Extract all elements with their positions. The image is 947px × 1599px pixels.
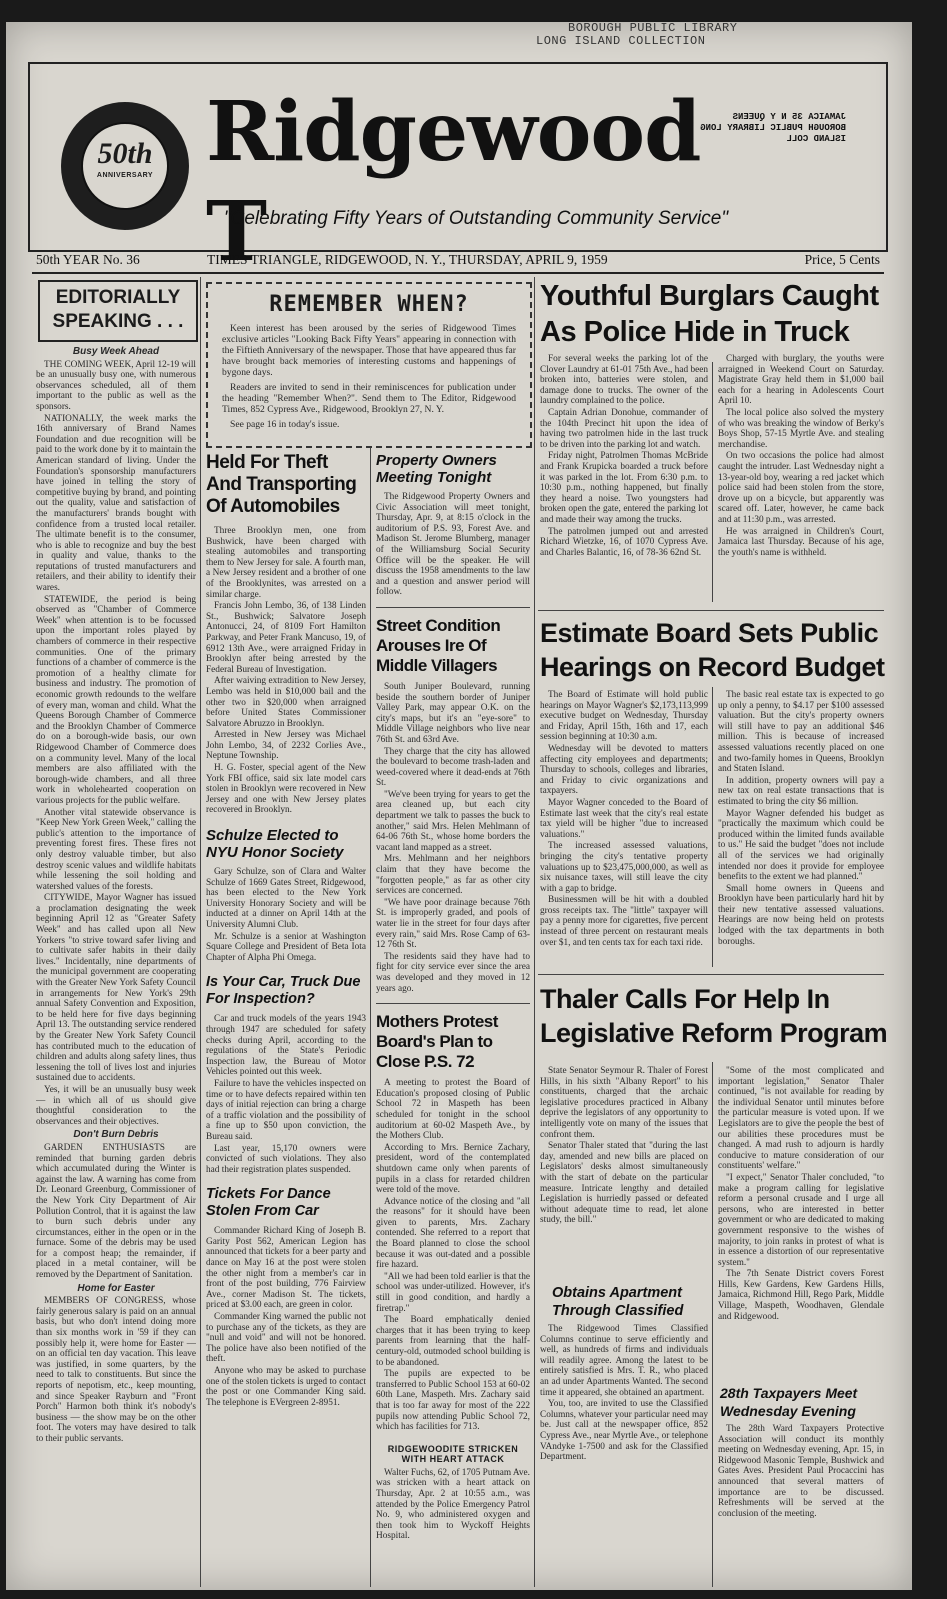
theft-paragraph: Three Brooklyn men, one from Bushwick, have been charged with stealing automobiles and transporting them to New Jersey for sale. A fourth man, a New Jersey resident and a brother of one of the Brooklynites, was arrested on a similar charge.: [206, 526, 366, 600]
burglars-paragraph: He was arraigned in Children's Court, Jamaica last Thursday. Because of his age, the youth's name is withheld.: [718, 526, 884, 558]
folio-line: [32, 250, 884, 274]
editorial-subhead-easter: Home for Easter: [77, 1282, 155, 1294]
burglars-paragraph: The patrolmen jumped out and arrested Richard Wietzke, 16, of 1070 Cypress Ave. and Charles Balantic, 16, of 78-36 62nd St.: [540, 526, 708, 558]
headline-stricken: RIDGEWOODITE STRICKEN WITH HEART ATTACK: [387, 1443, 519, 1464]
mothers-paragraph: The Board emphatically denied charges that it has been trying to keep parents from learning that the half-century-old, outmoded school building is to be abandoned.: [376, 1315, 530, 1368]
story-divider: [376, 1003, 530, 1004]
thaler-paragraph: Senator Thaler stated that "during the last day, amended and new bills are placed on Legislators' desks almost simultaneously with the start of debate on the particular measure. Intricate lengthy and detailed Legislation is hurriedly passed or defeated without adequate time to read, let alone study, the bill.": [540, 1141, 708, 1226]
folio-price: Price, 5 Cents: [804, 252, 880, 267]
stamp-line-2: LONG ISLAND COLLECTION: [536, 34, 706, 48]
headline-apartment: Obtains Apartment Through Classified: [552, 1285, 684, 1319]
editorial-paragraph: GARDEN ENTHUSIASTS are reminded that burning garden debris which accumulated during the Winter is against the law. A warning has come from Dr. Leonard Greenburg, Commissioner of the New York City Department of Air Pollution Control, that it is against the law to burn such debris under any circumstances, either in the open or in the furnace. Some of the debris may be used for a compost heap; the remainder, if placed in a metal container, will be removed by the Department of Sanitation.: [36, 1142, 196, 1281]
burglars-paragraph: The local police also solved the mystery of who was breaking the window of Berky's Boys Shop, 57-15 Myrtle Ave. and stealing merchandise.: [718, 407, 884, 450]
headline-street-condition: Street Condition Arouses Ire Of Middle Villagers: [376, 615, 501, 675]
library-stamp: [536, 22, 776, 48]
mothers-paragraph: "All we had been told earlier is that the school was under-utilized. However, it's still in good condition, and hardly a firetrap.": [376, 1271, 530, 1314]
burglars-paragraph: On two occasions the police had almost caught the intruder. Last Wednesday night a 13-year-old boy, wearing a red jacket which police said had been stolen from the store, drove up on a bicycle, but apparently was scared off. Later, however, he came back and at 11:30 p.m., was arrested.: [718, 451, 884, 525]
street-paragraph: "We have poor drainage because 76th St. is improperly graded, and pools of water lie in the street for four days after every rain," said Mrs. Rose Camp of 63-12 76th St.: [376, 897, 530, 951]
budget-paragraph: Wednesday will be devoted to matters affecting city employees and departments; Thursday to schools, colleges and libraries, and Friday to civic organizations and taxpayers.: [540, 743, 708, 797]
street-paragraph: They charge that the city has allowed the boulevard to become trash-laden and weed-covered where it dead-ends at 76th St.: [376, 746, 530, 789]
theft-paragraph: H. G. Foster, special agent of the New York FBI office, said six late model cars stolen in Brooklyn were recovered in New Jersey and one with New Jersey plates recovered in Brooklyn.: [206, 763, 366, 816]
anniversary-seal: [61, 102, 189, 230]
inspection-paragraph: Failure to have the vehicles inspected on time or to have defects repaired within ten days of initial rejection can bring a charge of a traffic violation and the possibility of a fine up to $50 upon conviction, the Bureau said.: [206, 1078, 366, 1142]
thaler-col-a: [540, 1066, 708, 1266]
burglars-paragraph: For several weeks the parking lot of the Clover Laundry at 61-01 75th Ave., had been broken into, batteries were stolen, and damage done to trucks. The owner of the laundry complained to the police.: [540, 354, 708, 407]
editorial-paragraph: NATIONALLY, the week marks the 16th anniversary of Brand Names Foundation and due recognition will be paid to the work done by it to maintain the American standard of living. Under the Foundation's sponsorship manufacturers have joined in telling the story of competitive buying by brand, and pointing out the quality, value and satisfaction of the manufacturers' brands bought with confidence from a trusted local retailer. The ultimate benefit is to the consumer, who is able to recognize and buy the best in quality and value, thanks to the reputations of trusted manufacturers and retailers, and their ability to identify their wares.: [36, 413, 196, 594]
editorial-box: [38, 280, 198, 342]
mirrored-mailing-label: JAMAICA 35 N Y QUEENS BOROUGH PUBLIC LIBRARY LONG ISLAND COLL: [700, 112, 846, 144]
story-divider: [538, 610, 884, 611]
headline-thaler: Thaler Calls For Help In Legislative Reform Program: [540, 984, 888, 1048]
column-rule: [712, 362, 713, 602]
burglars-paragraph: Friday night, Patrolmen Thomas McBride and Frank Krupicka boarded a truck before it was parked in the lot. From 6:30 p.m. to 10:30 p.m., nothing happened, but finally they heard a noise. Two youngsters had broken open the gate, entered the parking lot and made their way among the trucks.: [540, 451, 708, 525]
remember-when-title: REMEMBER WHEN?: [269, 292, 469, 317]
inspection-paragraph: Last year, 15,170 owners were convicted of such violations. They also had their registration plates suspended.: [206, 1143, 366, 1175]
column-rule: [534, 277, 535, 1587]
story-divider: [538, 974, 884, 975]
editorial-subhead-debris: Don't Burn Debris: [73, 1129, 159, 1141]
remember-paragraph: Keen interest has been aroused by the series of Ridgewood Times exclusive articles "Looking Back Fifty Years" appearing in connection with the Fiftieth Anniversary of the newspaper. Those that have appeared thus far have brought back memories of interesting customs and happenings of bygone days.: [222, 323, 516, 378]
inspection-paragraph: Car and truck models of the years 1943 through 1947 are scheduled for safety checks during April, according to the regulations of the State's Periodic Inspection law, the Bureau of Motor Vehicles pointed out this week.: [206, 1014, 366, 1078]
column-rule: [370, 447, 371, 1587]
budget-paragraph: The basic real estate tax is expected to go up only a penny, to $4.17 per $100 assessed valuation. But the city's property owners will still have to pay an additional $46 million. This is because of increased assessed valuations recently placed on one and two-family homes in Queens, Brooklyn and Staten Island.: [718, 690, 884, 775]
burglars-col-a: [540, 354, 708, 604]
seal-text: ANNIVERSARY: [96, 172, 154, 179]
seal-number: 50th: [97, 137, 153, 170]
schulze-paragraph: Mr. Schulze is a senior at Washington Square College and President of Beta Iota Chapter of Alpha Phi Omega.: [206, 931, 366, 963]
tickets-paragraph: Anyone who may be asked to purchase one of the stolen tickets is urged to contact the post or one Commander King said. The telephone is EVergreen 2-8951.: [206, 1366, 366, 1408]
editorial-paragraph: THE COMING WEEK, April 12-19 will be an unusually busy one, with numerous observances scheduled, all of them important to the public as well as the sponsors.: [36, 359, 196, 412]
masthead-title: Ridgewood T: [206, 84, 701, 280]
mothers-paragraph: A meeting to protest the Board of Education's proposed closing of Public School 72 in Maspeth has been scheduled for tonight in the school auditorium at 60-02 Maspeth Ave., by the Mothers Club.: [376, 1078, 530, 1142]
headline-taxpayers: 28th Taxpayers Meet Wednesday Evening: [720, 1385, 858, 1419]
thaler-paragraph: State Senator Seymour R. Thaler of Forest Hills, in his sixth "Albany Report" to his constituents, charged that the archaic legislative procedures practiced in Albany deprive the legislators of any opportunity to intelligently vote on many of the issues that confront them.: [540, 1066, 708, 1140]
folio-year-issue: 50th YEAR No. 36: [36, 252, 140, 267]
burglars-col-b: [718, 354, 884, 604]
headline-theft: Held For Theft And Transporting Of Automobiles: [206, 452, 357, 517]
column-three: [376, 452, 530, 1584]
mothers-paragraph: The pupils are expected to be transferred to Public School 153 at 60-02 60th Lane, Maspeth. Mrs. Zachary said that is too far away for most of the 222 pupils now attending Public School 72, which has facilities for 713.: [376, 1369, 530, 1433]
apartment-column: [540, 1324, 708, 1584]
theft-paragraph: Francis John Lembo, 36, of 138 Linden St., Bushwick; Salvatore Joseph Antonucci, 24, of 8109 Fort Hamilton Parkway, and Peter Frank Mancuso, 19, of 6912 13th Ave., were arraigned Friday in Brooklyn after being arrested by the Federal Bureau of Investigation.: [206, 601, 366, 675]
schulze-paragraph: Gary Schulze, son of Clara and Walter Schulze of 1669 Gates Street, Ridgewood, has been elected to the New York University Honorary Society and will be inducted at a dinner on April 14th at the University Alumni Club.: [206, 867, 366, 930]
budget-paragraph: Businessmen will be hit with a doubled gross receipts tax. The "little" taxpayer will pay a penny more for cigarettes, five percent instead of three percent on restaurant meals over $1, and ten cents tax for each taxi ride.: [540, 895, 708, 948]
headline-mothers-protest: Mothers Protest Board's Plan to Close P.S. 72: [376, 1012, 498, 1072]
column-rule: [712, 1062, 713, 1587]
street-paragraph: "We've been trying for years to get the area cleaned up, but each city department we talk to passes the buck to another," said Mrs. Helen Mehlmann of 64-06 76th St., whose home borders the vacant land mapped as a street.: [376, 789, 530, 853]
editorial-title: EDITORIALLY SPEAKING . . .: [52, 287, 184, 332]
headline-budget: Estimate Board Sets Public Hearings on Record Budget: [540, 618, 885, 682]
editorial-paragraph: MEMBERS OF CONGRESS, whose fairly generous salary is paid on an annual basis, but who don't intend doing more than six months work in '59 if they can possibly help it, were home for Easter — on an official ten day vacation. This leave was justified, in some quarters, by the need to talk to constituents. But since the reports of nepotism, etc., keep mounting, and since Speaker Rayburn and "Front Porch" Harmon both think it's nobody's business — the show may be on the other foot. The voters may have desired to talk to their public servants.: [36, 1296, 196, 1444]
theft-paragraph: Arrested in New Jersey was Michael John Lembo, 34, of 2232 Corlies Ave., Neptune Township.: [206, 730, 366, 762]
headline-schulze: Schulze Elected to NYU Honor Society: [206, 827, 344, 862]
budget-paragraph: The Board of Estimate will hold public hearings on Mayor Wagner's $2,173,113,999 executive budget on Wednesday, Thursday and Friday, April 15th, 16th and 17, each session beginning at 10:30 a.m.: [540, 690, 708, 743]
taxpayers-paragraph: The 28th Ward Taxpayers Protective Association will conduct its monthly meeting on Wednesday evening, Apr. 15, in Ridgewood Masonic Temple, Bushwick and Gates Aves. President Paul Procaccini has announced that several matters of importance are to be discussed. Refreshments will be served at the conclusion of the meeting.: [718, 1424, 884, 1519]
folio-dateline: TIMES TRIANGLE, RIDGEWOOD, N. Y., THURSDAY, APRIL 9, 1959: [207, 252, 608, 267]
story-divider: [376, 607, 530, 608]
editorial-paragraph: CITYWIDE, Mayor Wagner has issued a proclamation designating the week beginning April 12 as "Greater Safety Week" and has called upon all New Yorkers "to strive toward safer living and to cultivate safer habits in their daily lives." Incidentally, nine departments of the municipal government are cooperating with the Greater New York Safety Council in arrangements for New York's 29th annual Safety Convention and Exposition, to be held here for five days beginning April 13. The outstanding service rendered by the Greater New York Safety Council has contributed much to the education of children and adults along safety lines, thus lessening the toll of lives lost and injuries sustained due to accidents.: [36, 893, 196, 1084]
thaler-paragraph: "I expect," Senator Thaler concluded, "to make a program calling for legislative reform a personal crusade and I urge all persons, who are interested in better government or who are dedicated to making government responsive to the wishes of majority, to join ranks in protest of what is in essence a distortion of our representative system.": [718, 1172, 884, 1268]
stamp-line-1: BOROUGH PUBLIC LIBRARY: [568, 22, 738, 35]
masthead-slogan: "Celebrating Fifty Years of Outstanding Community Service": [223, 208, 729, 229]
editorial-paragraph: Another vital statewide observance is "Keep New York Green Week," calling the public's attention to the importance of preventing forest fires. These fires not only destroy valuable timber, but also destroy scenic values and wildlife habitats while lessening the soil holding and watershed values of the forests.: [36, 807, 196, 892]
burglars-paragraph: Charged with burglary, the youths were arraigned in Weekend Court on Saturday. Magistrate Gray held them in $1,000 bail each for a hearing in Adolescents Court April 10.: [718, 354, 884, 407]
headline-tickets: Tickets For Dance Stolen From Car: [206, 1186, 331, 1220]
thaler-paragraph: The 7th Senate District covers Forest Hills, Kew Gardens, Kew Gardens Hills, Jamaica, Richmond Hill, Rego Park, Middle Village, Maspeth, Woodhaven, Glendale and Ridgewood.: [718, 1269, 884, 1322]
budget-paragraph: Mayor Wagner defended his budget as "practically the maximum which could be produced within the limited funds available to us." He said the budget "does not include all of the services we had originally intended nor does it provide for employee benefits to the extent we had planned.": [718, 808, 884, 883]
apartment-paragraph: You, too, are invited to use the Classified Columns, whatever your particular need may be. Just call at the newspaper office, 852 Cypress Ave., near Myrtle Ave., or telephone VAndyke 1-7500 and ask for the Classified Department.: [540, 1399, 708, 1463]
street-paragraph: The residents said they have had to fight for city service ever since the area was developed and they moved in 12 years ago.: [376, 951, 530, 994]
remember-paragraph: Readers are invited to send in their reminiscences for publication under the heading "Remember When?". Send them to The Editor, Ridgewood Times, 852 Cypress Ave., Ridgewood, Brooklyn 27, N. Y.: [222, 382, 516, 415]
remember-when-box: [206, 282, 532, 448]
column-rule: [200, 277, 201, 1587]
headline-inspection: Is Your Car, Truck Due For Inspection?: [206, 974, 361, 1008]
street-paragraph: South Juniper Boulevard, running beside the southern border of Juniper Valley Park, may appear O.K. on the city's maps, but it's an "eye-sore" to Middle Village neighbors who live near 76th St. and 63rd Ave.: [376, 681, 530, 745]
tickets-paragraph: Commander Richard King of Joseph B. Garity Post 562, American Legion has announced that tickets for a beer party and dance on May 16 at the post were stolen the other night from a member's car in front of the post building, 776 Fairview Ave., corner Madison St. The tickets, priced at $3.00 each, are green in color.: [206, 1226, 366, 1311]
property-paragraph: The Ridgewood Property Owners and Civic Association will meet tonight, Thursday, Apr. 9, at 8:15 o'clock in the auditorium of P.S. 93, Forest Ave. and Madison St. Jerome Blumberg, manager of the Williamsburg Social Security Office will be the speaker. He will discuss the 1958 amendments to the law and a question and answer period will follow.: [376, 492, 530, 598]
budget-col-a: [540, 690, 708, 966]
editorial-column: [36, 344, 196, 1584]
editorial-paragraph: STATEWIDE, the period is being observed as "Chamber of Commerce Week" when attention is to be focussed upon the important roles played by chambers of commerce in their respective communities. One of the primary functions of a chamber of commerce is the promotion of a healthy climate for business and industry. The promotion of economic growth redounds to the welfare of every man, woman and child. What the Queens Borough Chamber of Commerce and the Brooklyn Chamber of Commerce do on a borough-wide basis, our own Ridgewood Chamber of Commerce does on a community level. Many of the local members are also affiliated with the borough-wide chambers, and all three work in wholehearted cooperation on various projects for the public welfare.: [36, 594, 196, 806]
taxpayers-column: [718, 1424, 884, 1584]
budget-paragraph: The increased assessed valuations, bringing the city's tentative property valuations up to $23,475,000,000, as well as six nuisance taxes, will still leave the city with a gap to bridge.: [540, 841, 708, 894]
theft-paragraph: After waiving extradition to New Jersey, Lembo was held in $10,000 bail and the other two in $20,000 when arraigned before United States Commissioner Salvatore Abruzzo in Brooklyn.: [206, 676, 366, 729]
thaler-paragraph: "Some of the most complicated and important legislation," Senator Thaler continued, "is not available for reading by the individual Senator until minutes before the particular measure is voted upon. If we Legislators are to give the people the best of our abilities these procedures must be changed. A mad rush to adjourn is hardly conducive to mature consideration of our constituents' welfare.": [718, 1066, 884, 1172]
budget-col-b: [718, 690, 884, 966]
newspaper-page: [6, 22, 912, 1590]
headline-burglars: Youthful Burglars Caught As Police Hide in Truck: [540, 280, 879, 348]
mothers-paragraph: According to Mrs. Bernice Zachary, president, word of the contemplated shutdown came only when parents of pupils in a class for retarded children were told of the move.: [376, 1142, 530, 1196]
budget-paragraph: Mayor Wagner conceded to the Board of Estimate last week that the city's real estate tax yield will be higher "due to increased valuations.": [540, 797, 708, 840]
headline-property-owners: Property Owners Meeting Tonight: [376, 452, 497, 486]
stricken-paragraph: Walter Fuchs, 62, of 1705 Putnam Ave. was stricken with a heart attack on Thursday, Apr. 2 at 10:55 a.m., was attended by the Police Emergency Patrol No. 9, who administered oxygen and then took him to Wyckoff Heights Hospital.: [376, 1467, 530, 1542]
mothers-paragraph: Advance notice of the closing and "all the reasons" for it should have been given to parents, Mrs. Zachary contended. She referred to a report that the Board planned to close the school because it was out-dated and a possible fire hazard.: [376, 1196, 530, 1271]
apartment-paragraph: The Ridgewood Times Classified Columns continue to serve efficiently and well, as hundreds of firms and individuals will readily agree. Among the latest to be entirely satisfied is Mrs. T. R., who placed an ad under Apartments Wanted. The second time it appeared, she obtained an apartment.: [540, 1324, 708, 1398]
editorial-subhead-busy-week: Busy Week Ahead: [72, 346, 160, 357]
editorial-paragraph: Yes, it will be an unusually busy week — in which all of us should give thoughtful consideration to the observances and their objectives.: [36, 1084, 196, 1127]
column-rule: [712, 687, 713, 967]
budget-paragraph: In addition, property owners will pay a new tax on real estate transactions that is estimated to bring the city $6 million.: [718, 775, 884, 807]
remember-paragraph: See page 16 in today's issue.: [230, 419, 340, 430]
burglars-paragraph: Captain Adrian Donohue, commander of the 104th Precinct hit upon the idea of having two patrolmen hide in the last truck to be driven into the parking lot and watch.: [540, 407, 708, 450]
budget-paragraph: Small home owners in Queens and Brooklyn have been particularly hard hit by their new tentative assessed valuations. Hearings are now being held on protests lodged with the tax departments in both boroughs.: [718, 883, 884, 947]
column-two: [206, 452, 366, 1584]
street-paragraph: Mrs. Mehlmann and her neighbors claim that they have become the "forgotten people," as far as other city services are concerned.: [376, 854, 530, 897]
thaler-col-b: [718, 1066, 884, 1356]
tickets-paragraph: Commander King warned the public not to purchase any of the tickets, as they are "null and void" and will not be honored. The police have also been notified of the theft.: [206, 1312, 366, 1365]
